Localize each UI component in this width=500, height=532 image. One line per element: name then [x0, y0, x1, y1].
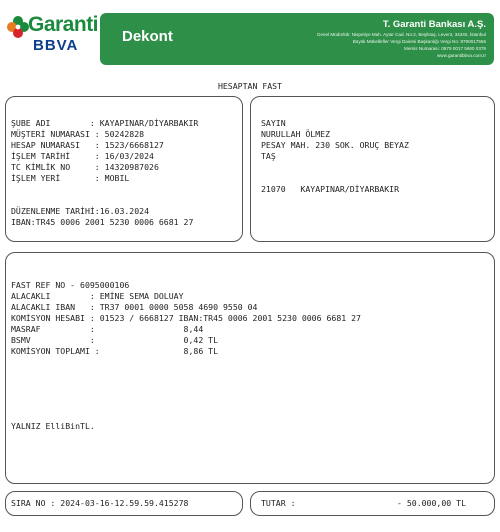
- issue-date: DÜZENLENME TARİHİ:16.03.2024: [11, 206, 150, 216]
- transfer-line: MASRAF : 8,44: [11, 324, 204, 334]
- recipient-line: TAŞ: [261, 151, 276, 161]
- customer-line: TC KİMLİK NO : 14320987026: [11, 162, 159, 172]
- amount-in-words: YALNIZ ElliBinTL.: [11, 421, 95, 431]
- customer-info-box: [5, 96, 243, 242]
- amount-value: - 50.000,00 TL: [396, 498, 466, 508]
- customer-line: HESAP NUMARASI : 1523/6668127: [11, 140, 164, 150]
- document-title: HESAPTAN FAST: [217, 81, 283, 91]
- sequence-number-box: [5, 491, 243, 516]
- transfer-line: KOMİSYON HESABI : 01523 / 6668127 IBAN:TR45 0006 2001 5230 0006 6681 27: [11, 313, 361, 323]
- customer-line: İŞLEM YERİ : MOBIL: [11, 173, 130, 183]
- transfer-details-box: [5, 252, 495, 484]
- customer-line: ŞUBE ADI : KAYAPINAR/DİYARBAKIR: [11, 118, 199, 128]
- bank-address-line: Genel Müdürlük: Nispetiye Mah. Aytar Cad. No:2, Beşiktaş, Levent, 34340, İstanbul: [316, 32, 486, 37]
- transfer-line: KOMİSYON TOPLAMI : 8,86 TL: [11, 346, 219, 356]
- amount-box: [250, 491, 495, 516]
- customer-line: İŞLEM TARİHİ : 16/03/2024: [11, 151, 154, 161]
- bank-name: T. Garanti Bankası A.Ş.: [382, 19, 486, 30]
- clover-logo-icon: [6, 15, 30, 39]
- transfer-line: FAST REF NO - 6095000106: [11, 280, 130, 290]
- logo-wordmark-top: Garanti: [28, 13, 99, 36]
- garanti-bbva-logo: [6, 9, 106, 57]
- customer-line: MÜŞTERİ NUMARASI : 50242828: [11, 129, 145, 139]
- header-banner: [100, 13, 494, 65]
- sequence-number: SIRA NO : 2024-03-16-12.59.59.415278: [11, 498, 189, 508]
- transfer-line: ALACAKLI IBAN : TR37 0001 0000 5058 4690 9550 04: [11, 302, 258, 312]
- amount-label: TUTAR :: [261, 498, 296, 508]
- transfer-line: BSMV : 0,42 TL: [11, 335, 219, 345]
- recipient-postal: 21070 KAYAPINAR/DİYARBAKIR: [261, 184, 400, 194]
- bank-address-line: Büyük Mükellefler Vergi Dairesi Başkanlığı Vergi No: 8790017566: [352, 39, 486, 44]
- document-type-label: Dekont: [122, 28, 173, 45]
- recipient-line: SAYIN: [261, 118, 286, 128]
- recipient-address-box: [250, 96, 495, 242]
- logo-wordmark-bottom: BBVA: [33, 37, 79, 54]
- bank-address-line: Mersis Numarası: 0879 0017 5660 0379: [404, 46, 486, 51]
- customer-iban: IBAN:TR45 0006 2001 5230 0006 6681 27: [11, 217, 194, 227]
- transfer-line: ALACAKLI : EMİNE SEMA DOLUAY: [11, 291, 184, 301]
- recipient-line: NURULLAH ÖLMEZ: [261, 129, 331, 139]
- bank-address-line: www.garantibbva.com.tr: [436, 53, 486, 58]
- recipient-line: PESAY MAH. 230 SOK. ORUÇ BEYAZ: [261, 140, 409, 150]
